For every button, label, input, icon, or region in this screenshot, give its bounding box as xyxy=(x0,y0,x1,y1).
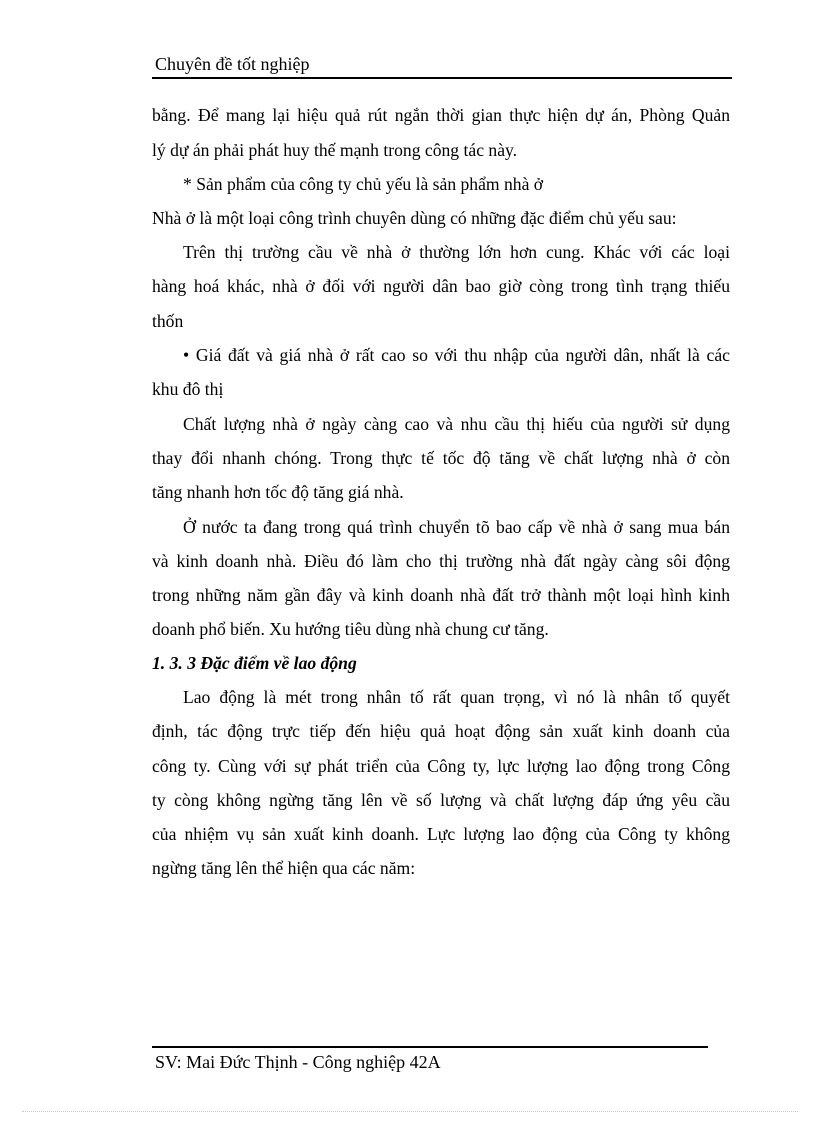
body-line: Nhà ở là một loại công trình chuyên dùng có những đặc điểm chủ yếu sau: xyxy=(152,208,677,228)
footer-rule xyxy=(152,1046,708,1048)
body-line: lý dự án phải phát huy thế mạnh trong công tác này. xyxy=(152,140,518,160)
body-line: và kinh doanh nhà. Điều đó làm cho thị trường nhà đất ngày càng sôi động xyxy=(152,551,730,571)
header-title: Chuyên đề tốt nghiệp xyxy=(155,54,310,74)
footer-text: SV: Mai Đức Thịnh - Công nghiệp 42A xyxy=(155,1052,441,1072)
body-line: trong những năm gần đây và kinh doanh nhà đất trở thành một loại hình kinh xyxy=(152,585,730,605)
body-line: ngừng tăng lên thể hiện qua các năm: xyxy=(152,858,416,878)
section-heading: 1. 3. 3 Đặc điểm về lao động xyxy=(152,653,357,673)
body-line: bằng. Để mang lại hiệu quả rút ngắn thời gian thực hiện dự án, Phòng Quản xyxy=(152,105,730,125)
body-line: Ở nước ta đang trong quá trình chuyển tõ bao cấp về nhà ở sang mua bán xyxy=(183,517,730,537)
body-line: hàng hoá khác, nhà ở đối với người dân bao giờ còng trong tình trạng thiếu xyxy=(152,276,730,296)
body-line: thay đổi nhanh chóng. Trong thực tế tốc độ tăng về chất lượng nhà ở còn xyxy=(152,448,730,468)
header-rule xyxy=(152,77,732,79)
body-line: định, tác động trực tiếp đến hiệu quả hoạt động sản xuất kinh doanh của xyxy=(152,721,730,741)
body-line: Chất lượng nhà ở ngày càng cao và nhu cầu thị hiếu của người sử dụng xyxy=(183,414,730,434)
body-line: • Giá đất và giá nhà ở rất cao so với thu nhập của người dân, nhất là các xyxy=(183,345,730,365)
body-line: khu đô thị xyxy=(152,379,224,399)
body-line: thốn xyxy=(152,311,184,331)
body-line: công ty. Cùng với sự phát triển của Công ty, lực lượng lao động trong Công xyxy=(152,756,730,776)
body-line: ty còng không ngừng tăng lên về số lượng và chất lượng đáp ứng yêu cầu xyxy=(152,790,730,810)
body-line: Trên thị trường cầu về nhà ở thường lớn hơn cung. Khác với các loại xyxy=(183,242,730,262)
body-line: Lao động là mét trong nhân tố rất quan trọng, vì nó là nhân tố quyết xyxy=(183,687,730,707)
body-line: của nhiệm vụ sản xuất kinh doanh. Lực lượng lao động của Công ty không xyxy=(152,824,730,844)
body-line: tăng nhanh hơn tốc độ tăng giá nhà. xyxy=(152,482,404,502)
page-edge-divider xyxy=(22,1111,798,1112)
body-line: doanh phổ biến. Xu hướng tiêu dùng nhà chung cư tăng. xyxy=(152,619,549,639)
body-line: * Sản phẩm của công ty chủ yếu là sản phẩm nhà ở xyxy=(183,174,544,194)
